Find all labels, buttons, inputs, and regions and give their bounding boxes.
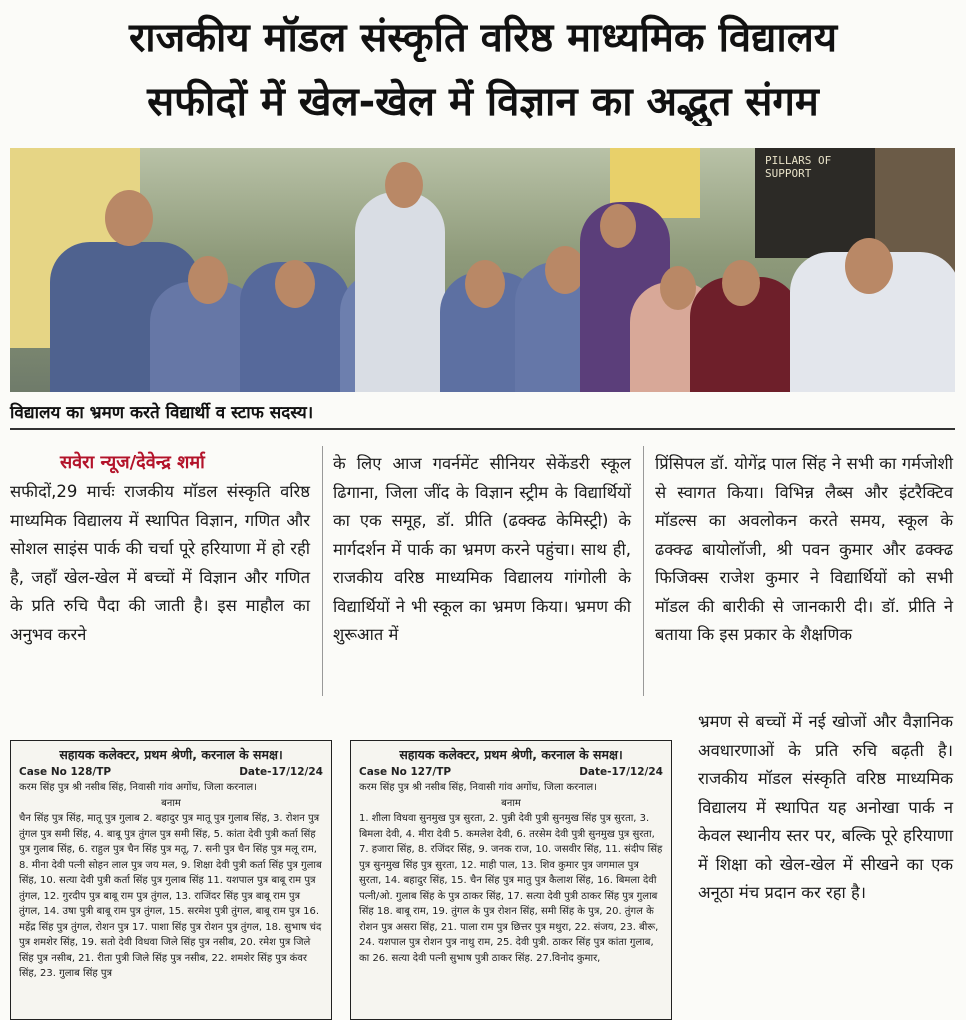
photo-person-head: [660, 266, 696, 310]
headline-line-1: राजकीय मॉडल संस्कृति वरिष्ठ माध्यमिक विद्यालय: [128, 15, 838, 61]
notice-case-number: Case No 127/TP: [359, 765, 452, 778]
photo-person: [355, 192, 445, 392]
notice-party: करम सिंह पुत्र श्री नसीब सिंह, निवासी गांव अगोंध, जिला करनाल।: [359, 782, 597, 793]
notice-versus: बनाम: [161, 797, 181, 809]
photo-person-head: [545, 246, 585, 294]
notice-date: Date-17/12/24: [239, 765, 323, 778]
notice-versus: बनाम: [501, 797, 521, 809]
photo-caption: विद्यालय का भ्रमण करते विद्यार्थी व स्टाफ सदस्य।: [10, 403, 314, 423]
news-photo: [10, 148, 955, 392]
photo-person-head: [188, 256, 228, 304]
legal-notice-1: [10, 740, 332, 1020]
photo-board-text: PILLARS OF SUPPORT: [765, 154, 832, 180]
photo-person-head: [722, 260, 760, 306]
photo-person-head: [275, 260, 315, 308]
notice-body: 1. शीला विधवा सुनमुख पुत्र सुरता, 2. पुन्नी देवी पुत्री सुनमुख सिंह पुत्र सुरता, 3. बिमला देवी, 4. मीरा देवी 5. कमलेश देवी, 6. तरसेम देवी पुत्री सुनमुख पुत्र सुरता, 7. हजारा सिंह, 8. रजिंदर सिंह, 9. जनक राज, 10. जसवीर सिंह, 11. संदीप सिंह पुत्र सुनमुख सिंह पुत्र सुरता, 12. माही पाल, 13. शिव कुमार पुत्र जगमाल पुत्र सुरता, 14. बहादुर सिंह, 15. चैन सिंह पुत्र मातु पुत्र कैलाश सिंह, 16. बिमला देवी पत्नी/ओ. गुलाब सिंह के पुत्र ठाकर सिंह, 17. सत्या देवी पुत्री ठाकर सिंह पुत्र गुलाब सिंह 18. बाबू राम, 19. तुंगल के पुत्र रोशन सिंह, समी सिंह के पुत्र, 20. तुंगल के रोशन पुत्र असरा सिंह, 21. पाला राम पुत्र छित्तर पुत्र मथुरा, 22. संजय, 23. बीरू, 24. यशपाल पुत्र रोशन पुत्र नाथु राम, 25. देवी पुत्री. ठाकर सिंह पुत्र कांता गुलाब, का 26. सत्या देवी पत्नी सुभाष पुत्री ठाकर सिंह. 27.विनोद कुमार,: [359, 813, 663, 964]
caption-rule: [10, 428, 955, 430]
notice-title: सहायक कलेक्टर, प्रथम श्रेणी, करनाल के समक्ष।: [399, 747, 623, 762]
article-column-2: के लिए आज गवर्नमेंट सीनियर सेकेंडरी स्कूल ढिगाना, जिला जींद के विज्ञान स्ट्रीम के विद्यार्थियों का एक समूह, डॉ. प्रीति (ढक्क्ढ केमिस्ट्री) के मार्गदर्शन में पार्क का भ्रमण करने पहुंचा। साथ ही, राजकीय वरिष्ठ माध्यमिक विद्यालय गांगोली के विद्यार्थियों ने भी स्कूल का भ्रमण किया। भ्रमण की शुरूआत में: [333, 454, 631, 644]
legal-notice-2: [350, 740, 672, 1020]
photo-person-head: [600, 204, 636, 248]
article-column-3: प्रिंसिपल डॉ. योगेंद्र पाल सिंह ने सभी का गर्मजोशी से स्वागत किया। विभिन्न लैब्स और इंटरैक्टिव मॉडल्स का अवलोकन करते समय, स्कूल के ढक्क्ढ बायोलॉजी, श्री पवन कुमार और ढक्क्ढ फिजिक्स राजेश कुमार ने विद्यार्थियों को सभी मॉडल की बारीकी से जानकारी दी। डॉ. प्रीति ने बताया कि इस प्रकार के शैक्षणिक: [655, 454, 953, 644]
column-divider: [643, 446, 644, 696]
notice-date: Date-17/12/24: [579, 765, 663, 778]
photo-person-head: [845, 238, 893, 294]
photo-person-head: [465, 260, 505, 308]
article-column-1: सफीदों,29 मार्चः राजकीय मॉडल संस्कृति वरिष्ठ माध्यमिक विद्यालय में स्थापित विज्ञान, गणित और सोशल साइंस पार्क की चर्चा पूरे हरियाणा में हो रही है, जहाँ खेल-खेल में बच्चों में विज्ञान और गणित के प्रति रुचि पैदा की जाती है। इस माहौल का अनुभव करने: [10, 482, 310, 644]
notice-party: करम सिंह पुत्र श्री नसीब सिंह, निवासी गांव अगोंध, जिला करनाल।: [19, 782, 257, 793]
article-column-3-continued: भ्रमण से बच्चों में नई खोजों और वैज्ञानिक अवधारणाओं के प्रति रुचि बढ़ती है। राजकीय मॉडल संस्कृति वरिष्ठ माध्यमिक विद्यालय में स्थापित यह अनोखा पार्क न केवल स्थानीय स्तर पर, बल्कि पूरे हरियाणा में शिक्षा को खेल-खेल में सीखने का एक अनूठा मंच प्रदान कर रहा है।: [698, 712, 953, 902]
photo-person-head: [385, 162, 423, 208]
notice-title: सहायक कलेक्टर, प्रथम श्रेणी, करनाल के समक्ष।: [59, 747, 283, 762]
photo-person-head: [105, 190, 153, 246]
byline: सवेरा न्यूज/देवेन्द्र शर्मा: [60, 452, 205, 473]
notice-body: चैन सिंह पुत्र सिंह, मातू पुत्र गुलाब 2. बहादुर पुत्र मातू पुत्र गुलाब सिंह, 3. रोशन पुत्र तुंगल पुत्र समी सिंह, 4. बाबू पुत्र तुंगल पुत्र समी सिंह, 5. कांता देवी पुत्री कर्ता सिंह पुत्र गुलाब सिंह, 6. राहुल पुत्र चैन सिंह पुत्र मतू, 7. सनी पुत्र चैन सिंह पुत्र मलू राम, 8. मीना देवी पत्नी सोहन लाल पुत्र जय मल, 9. शिक्षा देवी पुत्री कर्ता सिंह पुत्र गुलाब सिंह, 10. सत्या देवी पुत्री कर्ता सिंह पुत्र गुलाब सिंह 11. यशपाल पुत्र बाबू राम पुत्र तुंगल, 12. गुरदीप पुत्र बाबू राम पुत्र तुंगल, 13. राजिंदर सिंह पुत्र बाबू राम पुत्र तुंगल, 14. उषा पुत्री बाबू राम पुत्र तुंगल, 15. सरमेश पुत्री तुंगल, बाबू राम पुत्र 16. महेंद्र सिंह पुत्र तुंगल, रोशन पुत्र 17. पाशा सिंह पुत्र रोशन पुत्र तुंगल, 18. सुभाष चंद पुत्र शमशेर सिंह, 19. सतो देवी विधवा जिले सिंह पुत्र नसीब, 20. रमेश पुत्र जिले सिंह पुत्र नसीब, 21. रीता पुत्री जिले सिंह पुत्र नसीब, 22. शमशेर सिंह पुत्र कंवर सिंह, 23. गुलाब सिंह पुत्र: [19, 813, 322, 979]
notice-case-number: Case No 128/TP: [19, 765, 112, 778]
headline-line-2: सफीदों में खेल-खेल में विज्ञान का अद्भुत संगम: [147, 79, 819, 125]
column-divider: [322, 446, 323, 696]
